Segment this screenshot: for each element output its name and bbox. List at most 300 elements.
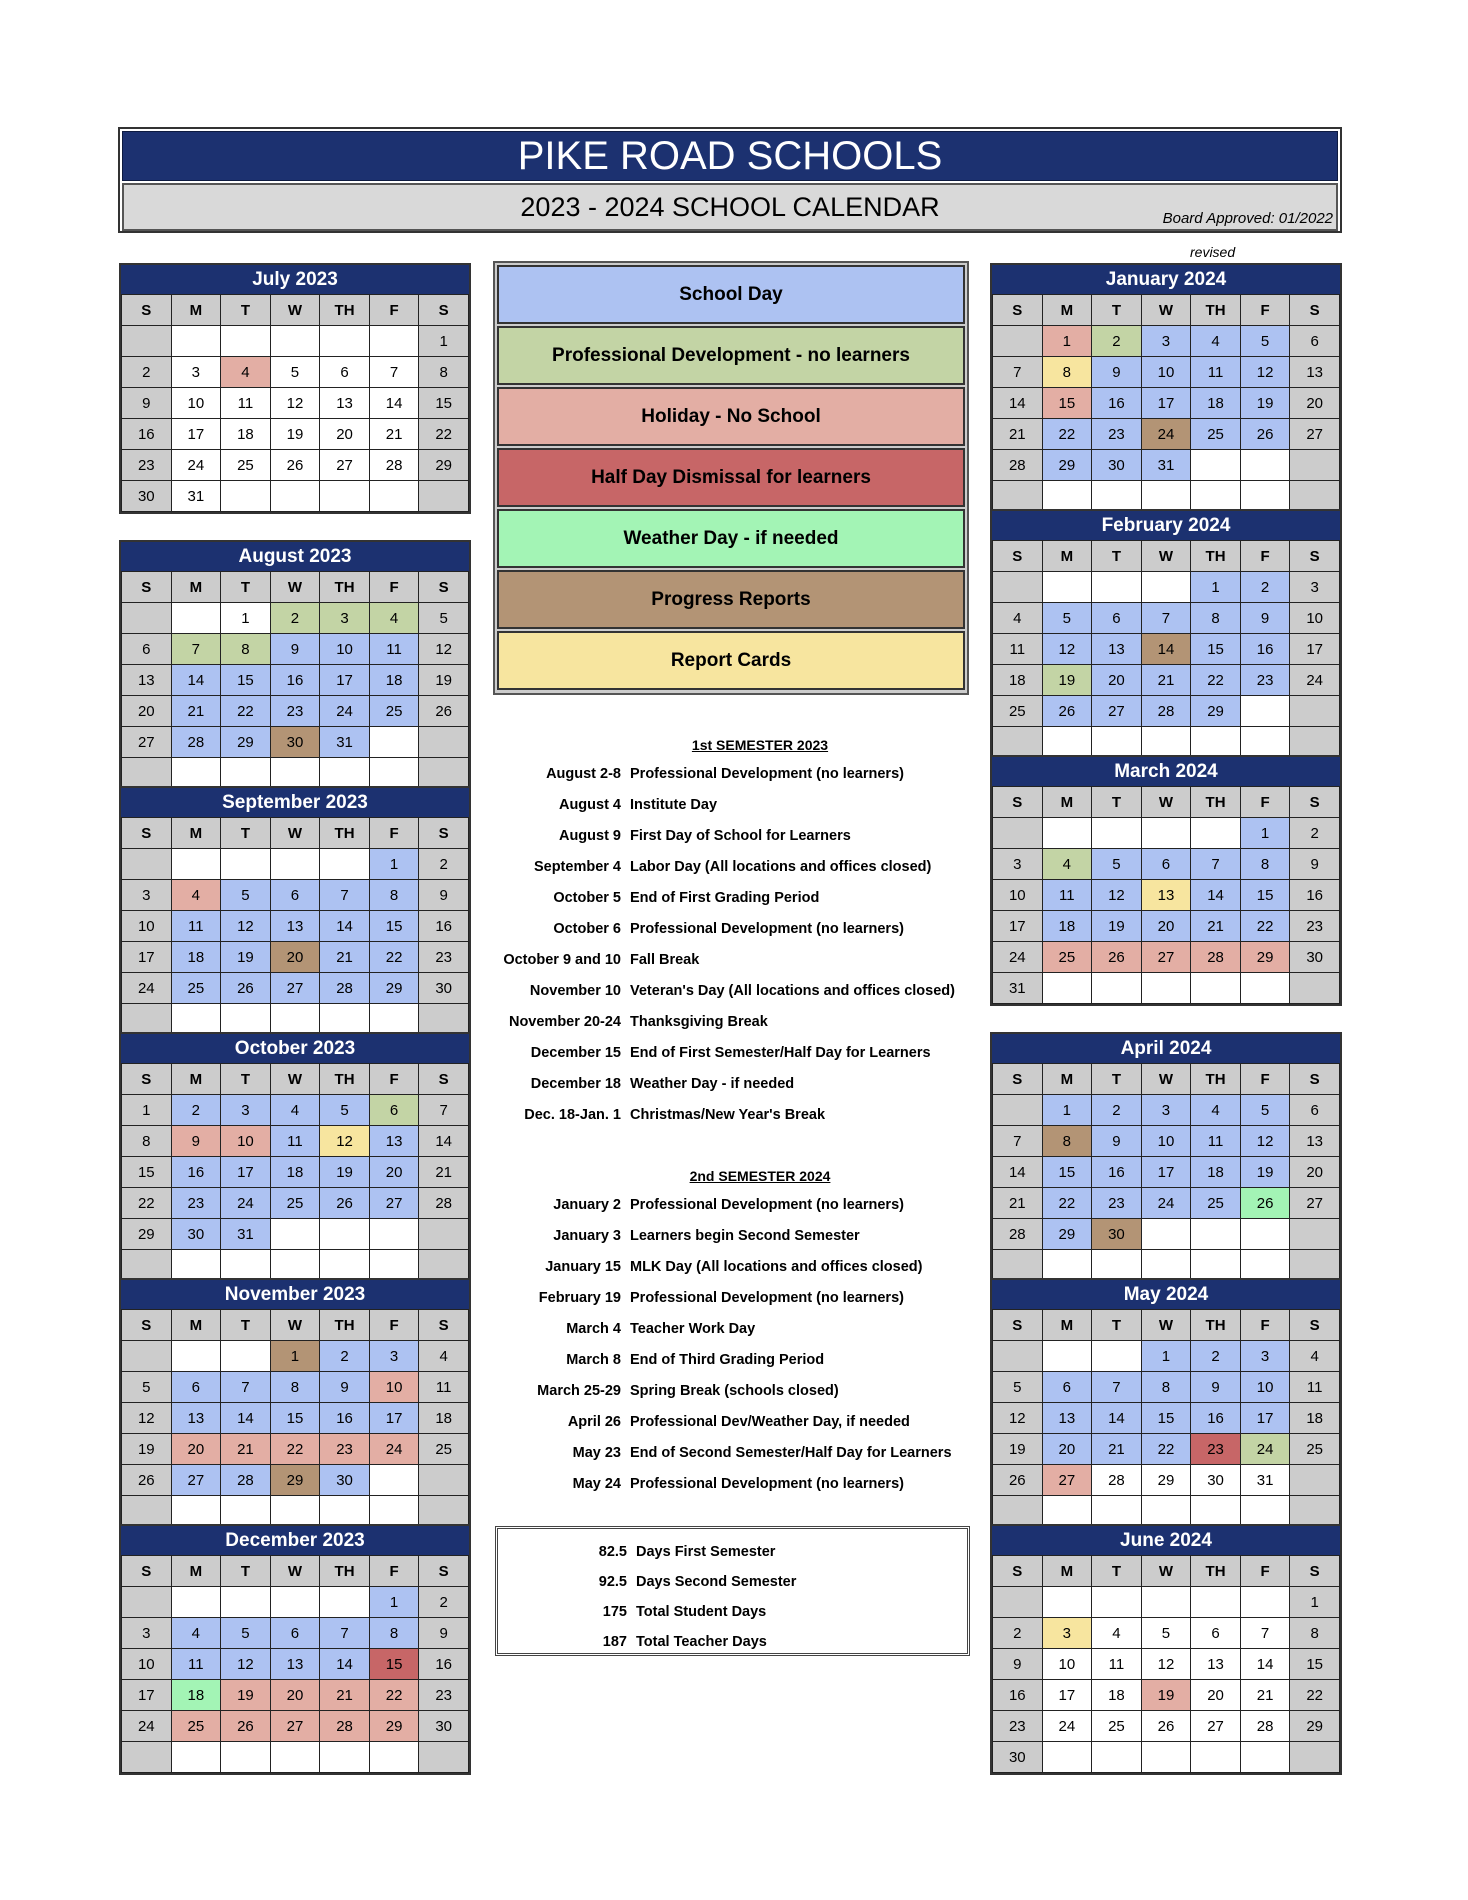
calendar-day: 5 [221, 1618, 271, 1649]
calendar-day: 2 [320, 1341, 370, 1372]
month-title: February 2024 [992, 511, 1340, 540]
empty-cell [1092, 1587, 1142, 1618]
month-title: March 2024 [992, 757, 1340, 786]
empty-cell [1191, 1250, 1241, 1281]
calendar-day: 18 [1191, 1157, 1241, 1188]
week-row [122, 1711, 469, 1742]
calendar-day: 12 [1092, 880, 1142, 911]
calendar-day: 6 [1290, 326, 1340, 357]
weekday-label: T [221, 818, 271, 849]
weekday-header-row [122, 1556, 469, 1587]
week-row [993, 1250, 1340, 1281]
calendar-day: 3 [369, 1341, 419, 1372]
empty-cell [1092, 1742, 1142, 1773]
week-row [993, 357, 1340, 388]
weekday-label: M [1042, 1556, 1092, 1587]
weekday-label: S [419, 1064, 469, 1095]
calendar-day: 28 [221, 1465, 271, 1496]
calendar-day: 21 [1141, 665, 1191, 696]
calendar-day: 12 [221, 911, 271, 942]
event-row [495, 976, 985, 1007]
calendar-day: 10 [369, 1372, 419, 1403]
empty-cell [221, 1341, 271, 1372]
empty-cell [1092, 973, 1142, 1004]
calendar-day: 14 [419, 1126, 469, 1157]
calendar-day: 18 [993, 665, 1043, 696]
weekday-label: F [369, 295, 419, 326]
calendar-day: 31 [1240, 1465, 1290, 1496]
calendar-day: 2 [1240, 572, 1290, 603]
weekday-label: T [221, 1064, 271, 1095]
calendar-day: 28 [320, 1711, 370, 1742]
month-calendar [990, 1278, 1342, 1529]
month-title: December 2023 [121, 1526, 469, 1555]
empty-cell [369, 1742, 419, 1773]
calendar-day: 7 [993, 357, 1043, 388]
calendar-day: 18 [221, 419, 271, 450]
empty-cell [1290, 1496, 1340, 1527]
empty-cell [122, 758, 172, 789]
weekday-label: M [1042, 787, 1092, 818]
semester-2-events [495, 1162, 985, 1500]
event-row [495, 1038, 985, 1069]
empty-cell [1141, 1496, 1191, 1527]
event-description: Learners begin Second Semester [630, 1228, 860, 1244]
event-date: November 10 [529, 983, 621, 999]
empty-cell [320, 849, 370, 880]
weekday-label: S [1290, 295, 1340, 326]
calendar-day: 21 [1191, 911, 1241, 942]
calendar-day: 10 [122, 911, 172, 942]
event-description: First Day of School for Learners [630, 828, 851, 844]
calendar-day: 22 [122, 1188, 172, 1219]
weekday-header-row [993, 787, 1340, 818]
calendar-day: 2 [419, 1587, 469, 1618]
title-box [118, 127, 1342, 233]
calendar-day: 21 [320, 1680, 370, 1711]
week-row [993, 1649, 1340, 1680]
empty-cell [270, 758, 320, 789]
calendar-day: 19 [221, 942, 271, 973]
week-row [122, 419, 469, 450]
calendar-day: 14 [1141, 634, 1191, 665]
weekday-label: S [993, 1556, 1043, 1587]
weekday-label: T [1092, 1556, 1142, 1587]
calendar-day: 11 [1290, 1372, 1340, 1403]
calendar-day: 17 [369, 1403, 419, 1434]
empty-cell [320, 1587, 370, 1618]
weekday-label: S [419, 1310, 469, 1341]
week-row [122, 326, 469, 357]
weekday-label: F [369, 1556, 419, 1587]
calendar-day: 6 [1191, 1618, 1241, 1649]
calendar-day: 22 [1042, 419, 1092, 450]
weekday-label: T [221, 1556, 271, 1587]
event-description: Professional Development (no learners) [630, 1476, 904, 1492]
calendar-day: 13 [1092, 634, 1142, 665]
calendar-day: 15 [1141, 1403, 1191, 1434]
calendar-day: 26 [1240, 419, 1290, 450]
empty-cell [122, 1341, 172, 1372]
weekday-label: W [1141, 541, 1191, 572]
weekday-label: M [1042, 1064, 1092, 1095]
event-row [495, 1469, 985, 1500]
empty-cell [1191, 481, 1241, 512]
weekday-label: TH [1191, 541, 1241, 572]
calendar-day: 1 [1141, 1341, 1191, 1372]
week-row [122, 1126, 469, 1157]
calendar-day: 29 [1042, 450, 1092, 481]
calendar-day: 20 [1290, 388, 1340, 419]
calendar-day: 7 [1141, 603, 1191, 634]
calendar-day: 12 [320, 1126, 370, 1157]
month-title: January 2024 [992, 265, 1340, 294]
weekday-label: S [419, 1556, 469, 1587]
calendar-day: 14 [171, 665, 221, 696]
calendar-day: 26 [1141, 1711, 1191, 1742]
semester-1-title: 1st SEMESTER 2023 [691, 737, 829, 753]
empty-cell [1092, 1341, 1142, 1372]
empty-cell [1042, 973, 1092, 1004]
month-title: August 2023 [121, 542, 469, 571]
calendar-day: 28 [993, 450, 1043, 481]
empty-cell [221, 1587, 271, 1618]
calendar-day: 16 [1092, 388, 1142, 419]
event-date: April 26 [567, 1414, 621, 1430]
weekday-label: S [993, 295, 1043, 326]
calendar-day: 1 [221, 603, 271, 634]
weekday-label: M [1042, 295, 1092, 326]
calendar-day: 13 [270, 1649, 320, 1680]
week-row [993, 1680, 1340, 1711]
empty-cell [1240, 1496, 1290, 1527]
empty-cell [993, 1496, 1043, 1527]
calendar-day: 8 [1290, 1618, 1340, 1649]
calendar-day: 18 [1092, 1680, 1142, 1711]
calendar-day: 12 [1240, 1126, 1290, 1157]
calendar-day: 20 [270, 942, 320, 973]
calendar-day: 3 [1141, 1095, 1191, 1126]
week-row [122, 727, 469, 758]
event-date: September 4 [533, 859, 621, 875]
week-row [993, 727, 1340, 758]
total-label: Days Second Semester [636, 1574, 797, 1590]
calendar-day: 18 [1290, 1403, 1340, 1434]
calendar-day: 28 [369, 450, 419, 481]
calendar-day: 13 [1290, 1126, 1340, 1157]
week-row [122, 911, 469, 942]
week-row [122, 1465, 469, 1496]
calendar-day: 20 [122, 696, 172, 727]
empty-cell [993, 1341, 1043, 1372]
calendar-day: 28 [1240, 1711, 1290, 1742]
calendar-day: 25 [1290, 1434, 1340, 1465]
calendar-day: 30 [1092, 1219, 1142, 1250]
weekday-header-row [993, 541, 1340, 572]
calendar-day: 13 [1042, 1403, 1092, 1434]
calendar-day: 8 [369, 880, 419, 911]
month-calendar [119, 1032, 471, 1283]
calendar-day: 15 [221, 665, 271, 696]
total-value: 82.5 [598, 1544, 627, 1560]
calendar-day: 23 [1191, 1434, 1241, 1465]
calendar-day: 22 [1141, 1434, 1191, 1465]
empty-cell [419, 1465, 469, 1496]
empty-cell [1042, 1250, 1092, 1281]
empty-cell [171, 1004, 221, 1035]
empty-cell [221, 1742, 271, 1773]
week-row [993, 1618, 1340, 1649]
empty-cell [122, 1742, 172, 1773]
calendar-day: 5 [1240, 326, 1290, 357]
calendar-day: 24 [122, 973, 172, 1004]
empty-cell [369, 1465, 419, 1496]
calendar-day: 21 [419, 1157, 469, 1188]
calendar-day: 10 [221, 1126, 271, 1157]
calendar-day: 23 [419, 1680, 469, 1711]
empty-cell [1141, 1219, 1191, 1250]
calendar-day: 11 [1191, 357, 1241, 388]
calendar-day: 26 [270, 450, 320, 481]
board-approved-note: Board Approved: 01/2022 [1162, 210, 1333, 227]
month-title: July 2023 [121, 265, 469, 294]
semester-1-events [495, 731, 985, 1131]
calendar-day: 14 [993, 388, 1043, 419]
empty-cell [1191, 1587, 1241, 1618]
calendar-day: 4 [1042, 849, 1092, 880]
empty-cell [419, 1219, 469, 1250]
calendar-day: 23 [1240, 665, 1290, 696]
empty-cell [419, 758, 469, 789]
empty-cell [1240, 1742, 1290, 1773]
week-row [993, 419, 1340, 450]
weekday-label: W [270, 295, 320, 326]
calendar-day: 30 [1191, 1465, 1241, 1496]
calendar-day: 17 [1240, 1403, 1290, 1434]
calendar-day: 24 [993, 942, 1043, 973]
empty-cell [221, 1004, 271, 1035]
event-description: Professional Dev/Weather Day, if needed [630, 1414, 910, 1430]
calendar-day: 20 [1042, 1434, 1092, 1465]
weekday-label: M [171, 295, 221, 326]
calendar-day: 19 [270, 419, 320, 450]
calendar-day: 17 [1290, 634, 1340, 665]
weekday-header-row [993, 1064, 1340, 1095]
calendar-day: 11 [369, 634, 419, 665]
empty-cell [1191, 818, 1241, 849]
week-row [122, 1219, 469, 1250]
week-row [122, 357, 469, 388]
calendar-day: 1 [419, 326, 469, 357]
calendar-day: 25 [270, 1188, 320, 1219]
calendar-day: 1 [1240, 818, 1290, 849]
month-title: April 2024 [992, 1034, 1340, 1063]
empty-cell [171, 1341, 221, 1372]
calendar-day: 29 [419, 450, 469, 481]
empty-cell [1191, 450, 1241, 481]
calendar-day: 1 [369, 1587, 419, 1618]
event-description: End of First Semester/Half Day for Learners [630, 1045, 931, 1061]
weekday-label: M [171, 1310, 221, 1341]
calendar-day: 14 [320, 1649, 370, 1680]
calendar-day: 4 [171, 1618, 221, 1649]
event-description: MLK Day (All locations and offices closed) [630, 1259, 923, 1275]
calendar-day: 8 [419, 357, 469, 388]
week-row [122, 1157, 469, 1188]
weekday-label: S [1290, 1556, 1340, 1587]
calendar-day: 4 [1290, 1341, 1340, 1372]
calendar-day: 1 [122, 1095, 172, 1126]
month-calendar [990, 755, 1342, 1006]
weekday-label: T [1092, 295, 1142, 326]
month-calendar [119, 1524, 471, 1775]
event-description: Professional Development (no learners) [630, 921, 904, 937]
empty-cell [1290, 1250, 1340, 1281]
calendar-day: 13 [122, 665, 172, 696]
calendar-day: 21 [320, 942, 370, 973]
calendar-day: 12 [270, 388, 320, 419]
event-date: December 18 [530, 1076, 621, 1092]
event-date: October 6 [553, 921, 621, 937]
weekday-label: F [369, 1064, 419, 1095]
calendar-day: 6 [369, 1095, 419, 1126]
calendar-day: 17 [1042, 1680, 1092, 1711]
weekday-label: W [270, 1310, 320, 1341]
calendar-day: 21 [369, 419, 419, 450]
week-row [122, 758, 469, 789]
calendar-day: 7 [171, 634, 221, 665]
semester-2-list [495, 1190, 985, 1500]
event-description: End of First Grading Period [630, 890, 820, 906]
empty-cell [221, 849, 271, 880]
calendar-day: 29 [1240, 942, 1290, 973]
event-row [495, 1100, 985, 1131]
week-row [993, 1157, 1340, 1188]
month-title: September 2023 [121, 788, 469, 817]
calendar-day: 10 [171, 388, 221, 419]
calendar-day: 28 [419, 1188, 469, 1219]
calendar-day: 26 [1092, 942, 1142, 973]
calendar-day: 7 [1240, 1618, 1290, 1649]
calendar-day: 12 [1042, 634, 1092, 665]
weekday-label: S [993, 541, 1043, 572]
empty-cell [1141, 727, 1191, 758]
event-date: January 3 [553, 1228, 621, 1244]
empty-cell [122, 1587, 172, 1618]
empty-cell [419, 1742, 469, 1773]
weekday-label: S [419, 818, 469, 849]
empty-cell [1240, 973, 1290, 1004]
empty-cell [419, 1496, 469, 1527]
calendar-day: 12 [1240, 357, 1290, 388]
event-row [495, 1314, 985, 1345]
weekday-header-row [122, 1064, 469, 1095]
calendar-day: 5 [419, 603, 469, 634]
week-row [122, 942, 469, 973]
calendar-day: 20 [1191, 1680, 1241, 1711]
week-row [122, 696, 469, 727]
total-row [498, 1597, 967, 1627]
weekday-label: S [122, 295, 172, 326]
calendar-day: 17 [221, 1157, 271, 1188]
week-row [993, 1219, 1340, 1250]
week-row [993, 1341, 1340, 1372]
calendar-day: 27 [320, 450, 370, 481]
calendar-day: 16 [1290, 880, 1340, 911]
empty-cell [1191, 727, 1241, 758]
calendar-day: 10 [993, 880, 1043, 911]
event-description: Institute Day [630, 797, 718, 813]
empty-cell [1240, 1219, 1290, 1250]
calendar-day: 11 [221, 388, 271, 419]
calendar-day: 27 [122, 727, 172, 758]
event-row [495, 1283, 985, 1314]
calendar-day: 15 [1240, 880, 1290, 911]
empty-cell [1191, 1496, 1241, 1527]
weekday-label: S [993, 1310, 1043, 1341]
empty-cell [320, 1219, 370, 1250]
calendar-day: 30 [320, 1465, 370, 1496]
calendar-day: 25 [1191, 1188, 1241, 1219]
total-label: Total Teacher Days [636, 1634, 767, 1650]
empty-cell [993, 1250, 1043, 1281]
week-row [122, 880, 469, 911]
event-description: Professional Development (no learners) [630, 1197, 904, 1213]
empty-cell [122, 603, 172, 634]
weekday-header-row [993, 295, 1340, 326]
empty-cell [320, 326, 370, 357]
empty-cell [270, 481, 320, 512]
calendar-day: 21 [1240, 1680, 1290, 1711]
month-title: May 2024 [992, 1280, 1340, 1309]
calendar-day: 11 [1191, 1126, 1241, 1157]
calendar-day: 9 [419, 1618, 469, 1649]
calendar-day: 25 [171, 1711, 221, 1742]
calendar-day: 18 [1042, 911, 1092, 942]
calendar-day: 13 [171, 1403, 221, 1434]
week-row [122, 634, 469, 665]
week-row [993, 818, 1340, 849]
event-date: February 19 [538, 1290, 621, 1306]
calendar-day: 1 [1042, 326, 1092, 357]
empty-cell [1141, 818, 1191, 849]
calendar-day: 18 [171, 1680, 221, 1711]
week-row [122, 1188, 469, 1219]
weekday-label: F [1240, 295, 1290, 326]
event-row [495, 790, 985, 821]
calendar-day: 26 [221, 973, 271, 1004]
calendar-day: 16 [122, 419, 172, 450]
calendar-day: 8 [221, 634, 271, 665]
week-row [122, 1004, 469, 1035]
calendar-day: 22 [1191, 665, 1241, 696]
calendar-day: 3 [171, 357, 221, 388]
calendar-day: 24 [1240, 1434, 1290, 1465]
week-row [122, 1341, 469, 1372]
weekday-label: M [171, 1064, 221, 1095]
empty-cell [369, 1004, 419, 1035]
weekday-label: F [1240, 1064, 1290, 1095]
event-description: Fall Break [630, 952, 700, 968]
event-row [495, 1407, 985, 1438]
month-title: June 2024 [992, 1526, 1340, 1555]
calendar-day: 16 [270, 665, 320, 696]
calendar-day: 8 [1141, 1372, 1191, 1403]
event-description: Professional Development (no learners) [630, 766, 904, 782]
empty-cell [1141, 481, 1191, 512]
calendar-day: 12 [122, 1403, 172, 1434]
calendar-day: 6 [1290, 1095, 1340, 1126]
